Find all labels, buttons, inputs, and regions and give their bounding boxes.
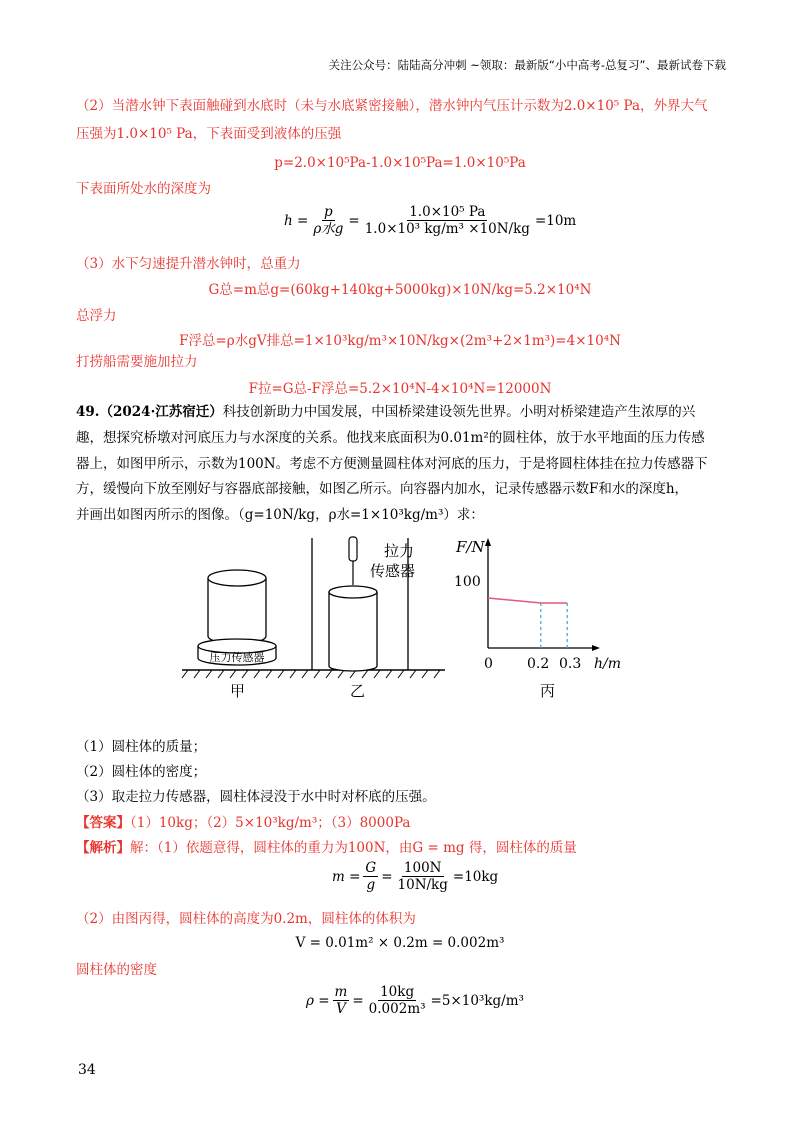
sensor-label: 压力传感器 — [209, 651, 265, 664]
tick-0: 0 — [484, 656, 493, 672]
eq-mass-den2: 10N/kg — [397, 877, 448, 893]
tick-0.3: 0.3 — [559, 656, 582, 672]
q49-line4: 方，缓慢向下放至刚好与容器底部接触，如图乙所示。向容器内加水，记录传感器示数F和水的深度h， — [76, 481, 689, 497]
y-axis-arrow — [485, 538, 491, 546]
q2-line2: 压强为1.0×10⁵ Pa，下表面受到液体的压强 — [76, 126, 342, 142]
eq-mass-den1: g — [366, 877, 376, 893]
answer-text: （1）10kg；（2）5×10³kg/m³；（3）8000Pa — [130, 815, 411, 831]
caption-c: 丙 — [540, 682, 556, 700]
q49-line2: 趣，想探究桥墩对河底压力与水深度的关系。他找来底面积为0.01m²的圆柱体，放于水平地面的压力传感 — [76, 430, 705, 446]
q49-line5: 并画出如图丙所示的图像。（g=10N/kg，ρ水=1×10³kg/m³）求： — [76, 507, 484, 523]
sub-question-1: （1）圆柱体的质量； — [76, 739, 207, 755]
sub-question-3: （3）取走拉力传感器，圆柱体浸没于水中时对杯底的压强。 — [76, 789, 436, 805]
eq-density-num2: 10kg — [380, 984, 415, 1000]
eq-depth-result: =10m — [534, 212, 577, 229]
eq-depth-den1: ρ水g — [313, 221, 344, 237]
pull-label-1: 拉力 — [384, 542, 415, 560]
buoyancy-label: 总浮力 — [76, 308, 117, 324]
tick-100: 100 — [454, 574, 481, 590]
eq-density-result: =5×10³kg/m³ — [430, 992, 524, 1009]
eq-depth-num1: p — [324, 204, 333, 220]
pull-label: 打捞船需要施加拉力 — [76, 354, 198, 370]
analysis-text-2: （2）由图丙得，圆柱体的高度为0.2m，圆柱体的体积为 — [76, 911, 416, 927]
caption-a: 甲 — [230, 682, 246, 700]
eq-buoyancy: F浮总=ρ水gV排总=1×10³kg/m³×10N/kg×(2m³+2×1m³)=4×10⁴N — [179, 333, 621, 349]
q49-line3: 器上，如图甲所示，示数为100N。考虑不方便测量圆柱体对河底的压力，于是将圆柱体挂在拉力传感器下 — [76, 456, 708, 472]
eq-density-den1: V — [336, 1001, 346, 1017]
eq-mass-num2: 100N — [403, 860, 442, 876]
tick-0.2: 0.2 — [527, 656, 550, 672]
analysis-line — [76, 838, 577, 858]
q49-number: 49. — [76, 404, 100, 420]
eq-mass: m = $\frac{G}{g}$ = $\frac{100N}{10N/kg}$ =10kg — [332, 860, 499, 893]
eq-mass-num1: G — [365, 860, 377, 876]
eq-volume: V = 0.01m² × 0.2m = 0.002m³ — [295, 935, 505, 951]
q3-line: （3）水下匀速提升潜水钟时，总重力 — [76, 256, 301, 272]
page-number: 34 — [78, 1062, 96, 1078]
q49-text1: 科技创新助力中国发展，中国桥梁建设领先世界。小明对桥梁建造产生浓厚的兴 — [222, 404, 696, 420]
experiment-figure — [170, 530, 630, 705]
q49-source: （2024·江苏宿迁） — [99, 404, 223, 420]
graph-ylabel: F/N — [456, 538, 485, 556]
q2-line1: （2）当潜水钟下表面触碰到水底时（未与水底紧密接触），潜水钟内气压计示数为2.0×10⁵ Pa，外界大气 — [76, 98, 708, 114]
eq-depth-lhs: h = — [284, 212, 309, 229]
eq-mass-lhs: m = — [332, 868, 361, 885]
eq-depth: h = $\frac{p}{\text{ρ水g}}$ = $\frac{\text{1.0×10⁵ Pa}}{\text{1.0×10³ kg/m³ ×10N/kg}}$ =10m — [284, 204, 577, 237]
eq-density-lhs: ρ = — [306, 992, 330, 1009]
eq-pressure: p=2.0×10⁵Pa-1.0×10⁵Pa=1.0×10⁵Pa — [274, 155, 526, 171]
graph — [454, 538, 621, 672]
x-axis-arrow — [592, 645, 600, 651]
eq-density-den2: 0.002m³ — [368, 1001, 426, 1017]
analysis-tag: 【解析】 — [76, 840, 130, 856]
pull-sensor — [349, 537, 357, 585]
eq-pull: F拉=G总-F浮总=5.2×10⁴N-4×10⁴N=12000N — [248, 381, 552, 397]
pull-label-2: 传感器 — [370, 562, 416, 580]
eq-depth-num2: 1.0×10⁵ Pa — [409, 204, 486, 220]
eq-density: ρ = $\frac{m}{V}$ = $\frac{10kg}{\text{0.002m³}}$ =5×10³kg/m³ — [306, 984, 524, 1017]
cylinder-b — [329, 586, 377, 671]
eq-gravity: G总=m总g=(60kg+140kg+5000kg)×10N/kg=5.2×10⁴N — [208, 282, 592, 298]
page-header: 关注公众号：陆陆高分冲刺 ~领取：最新版“小中高考-总复习”、最新试卷下载 — [328, 58, 726, 72]
graph-xlabel: h/m — [594, 656, 622, 672]
cylinder-a — [208, 570, 266, 644]
sub-question-2: （2）圆柱体的密度； — [76, 764, 207, 780]
eq-depth-den2: 1.0×10³ kg/m³ ×10N/kg — [364, 221, 530, 237]
q49-line1 — [76, 402, 726, 422]
depth-label: 下表面所处水的深度为 — [76, 181, 211, 197]
force-depth-line — [488, 598, 567, 603]
analysis-text-1: 解：（1）依题意得，圆柱体的重力为100N，由G = mg 得，圆柱体的质量 — [130, 840, 577, 856]
eq-mass-result: =10kg — [452, 868, 499, 885]
eq-density-num1: m — [334, 984, 348, 1000]
answer-line — [76, 813, 410, 833]
density-label: 圆柱体的密度 — [76, 962, 157, 978]
answer-tag: 【答案】 — [76, 815, 130, 831]
caption-b: 乙 — [350, 682, 366, 700]
